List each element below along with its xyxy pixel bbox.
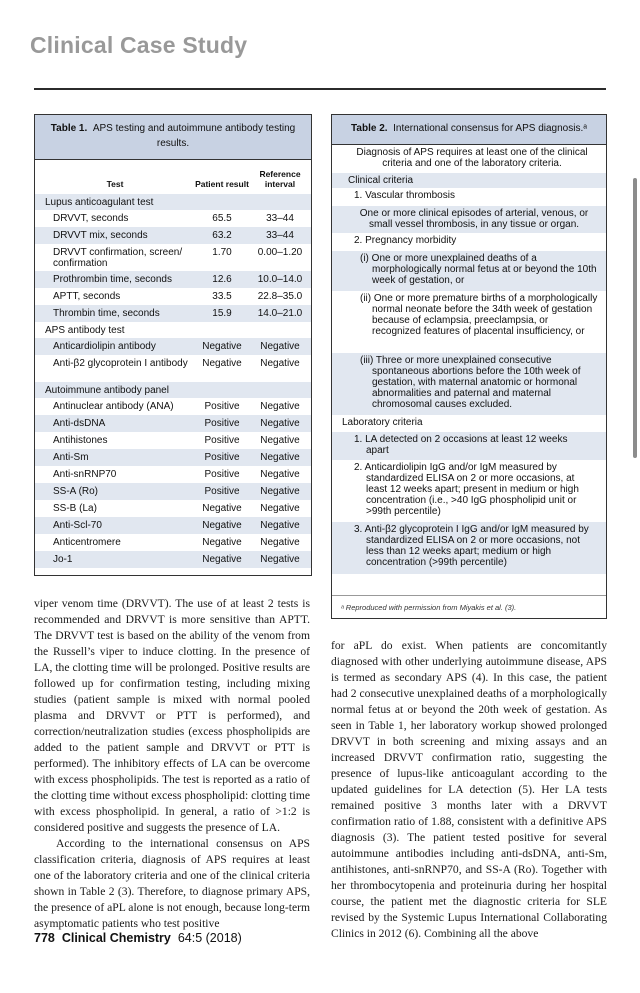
table-1-cell-result: Positive: [204, 452, 240, 463]
table-2-row: 3. Anti-β2 glycoprotein I IgG and/or IgM measured by standardized ELISA on 2 or more occasions, not less than 12 weeks apart; medium or high concentration (>99th percentile): [332, 522, 606, 574]
table-2-caption: [332, 115, 606, 145]
table-1-cell-result: Positive: [204, 486, 240, 497]
column-header-reference: Reference interval: [259, 169, 301, 189]
table-2-row: 2. Anticardiolipin IgG and/or IgM measured by standardized ELISA on 2 or more occasions, at least 12 weeks apart; present in medium or high concentration (i.e., >40 IgG phospholipid unit or >99th percentile): [354, 462, 579, 517]
body-column-left: [34, 596, 310, 932]
title-rule: [34, 88, 606, 90]
table-1-row: [35, 305, 311, 322]
table-1-row: [35, 244, 311, 271]
scrollbar[interactable]: [633, 178, 637, 458]
table-1-title: APS testing and autoimmune antibody testing results.: [92, 123, 296, 149]
table-1-cell-test: DRVVT, seconds: [53, 213, 129, 224]
table-2-row: 2. Pregnancy morbidity: [354, 235, 457, 246]
table-2-row: Clinical criteria: [332, 173, 606, 188]
table-1-cell-test: APTT, seconds: [53, 291, 121, 302]
table-1-cell-test: Thrombin time, seconds: [53, 308, 160, 319]
table-1-cell-reference: 22.8–35.0: [257, 291, 303, 302]
table-1-cell-test: Anticentromere: [53, 537, 121, 548]
table-1-cell-result: 33.5: [212, 291, 232, 302]
table-1-row: [35, 483, 311, 500]
table-1-cell-reference: Negative: [260, 418, 300, 429]
table-2-body: [332, 145, 606, 574]
table-1-row: [35, 210, 311, 227]
table-1-cell-test: Anticardiolipin antibody: [53, 341, 156, 352]
table-1-cell-test: Prothrombin time, seconds: [53, 274, 172, 285]
table-1-row: [35, 271, 311, 288]
table-1-cell-test: Lupus anticoagulant test: [45, 197, 154, 208]
table-1-cell-reference: 33–44: [266, 213, 294, 224]
table-1-cell-reference: Negative: [260, 520, 300, 531]
table-2-footnote: ᵃ Reproduced with permission from Miyakis et al. (3).: [341, 603, 517, 612]
table-2-row: (iii) Three or more unexplained consecutive spontaneous abortions before the 10th week of gestation, with maternal anatomic or hormonal abnormalities and paternal and maternal chromosomal causes excluded.: [332, 353, 606, 415]
table-1-cell-test: Anti-Scl-70: [53, 520, 102, 531]
table-1-cell-reference: 33–44: [266, 230, 294, 241]
table-1-cell-test: Antinuclear antibody (ANA): [53, 401, 174, 412]
table-1-row: [35, 398, 311, 415]
table-1-cell-result: 65.5: [212, 213, 232, 224]
table-2-row: (i) One or more unexplained deaths of a morphologically normal fetus at or beyond the 10th week of gestation, or: [332, 251, 606, 291]
table-1-cell-result: Negative: [202, 503, 242, 514]
table-1-cell-result: Negative: [202, 554, 242, 565]
table-1-row: [35, 432, 311, 449]
table-1-cell-reference: 14.0–21.0: [257, 308, 303, 319]
table-1-cell-result: Positive: [204, 401, 240, 412]
table-1-row: [35, 500, 311, 517]
table-2-row: Laboratory criteria: [342, 417, 423, 428]
table-2-title: International consensus for APS diagnosis.ᵃ: [393, 123, 587, 134]
table-1-cell-result: Negative: [202, 537, 242, 548]
table-2-footnote-rule: [332, 595, 606, 596]
table-1-body: [35, 194, 311, 568]
page-footer: [34, 931, 242, 945]
journal-citation: 64:5 (2018): [177, 931, 242, 945]
table-1-cell-result: Positive: [204, 418, 240, 429]
table-1-row: [35, 322, 311, 338]
table-1-row: [35, 355, 311, 382]
table-1-cell-reference: Negative: [260, 358, 300, 369]
body-column-right: [331, 638, 607, 942]
table-1-row: [35, 466, 311, 483]
table-1-cell-reference: Negative: [260, 401, 300, 412]
table-1-cell-test: Anti-snRNP70: [53, 469, 117, 480]
table-1-cell-test: Anti-β2 glycoprotein I antibody: [53, 358, 188, 369]
body-paragraph: for aPL do exist. When patients are concomitantly diagnosed with other underlying autoimmune disease, APS is termed as secondary APS (4). In this case, the patient had 2 consecutive unexplained deaths of a morphologically normal fetus at or beyond the 20th week of gestation. As seen in Table 1, her laboratory workup showed prolonged DRVVT in both screening and mixing assays and an increased DRVVT confirmation ratio, suggesting the presence of lupus-like anticoagulant according to the updated guidelines for LA detection (5). Her LA tests remained positive 3 months later with a DRVVT confirmation ratio of 1.88, consistent with a definitive APS diagnosis (3). The patient tested positive for several autoimmune antibodies including anti-dsDNA, anti-Sm, antihistones, anti-snRNP70, and SS-A (Ro). Together with her thrombocytopenia and proteinuria during her hospital course, the patient met the diagnostic criteria for SLE revised by the Systemic Lupus International Collaborating Clinics in 2012 (6). Combining all the above: [331, 639, 607, 940]
table-1: [34, 114, 312, 576]
table-1-cell-result: 15.9: [212, 308, 232, 319]
table-1-cell-test: APS antibody test: [45, 325, 125, 336]
table-1-cell-reference: Negative: [260, 435, 300, 446]
table-1-cell-result: Negative: [202, 358, 242, 369]
table-1-cell-test: Jo-1: [53, 554, 73, 565]
table-1-cell-result: Negative: [202, 520, 242, 531]
table-1-cell-reference: Negative: [260, 503, 300, 514]
table-1-cell-test: Antihistones: [53, 435, 108, 446]
table-1-cell-test: Anti-dsDNA: [53, 418, 106, 429]
table-1-cell-reference: Negative: [260, 537, 300, 548]
table-2-label: Table 2.: [351, 123, 388, 134]
table-1-row: [35, 382, 311, 398]
table-1-cell-reference: Negative: [260, 341, 300, 352]
table-1-cell-result: 12.6: [212, 274, 232, 285]
journal-name: Clinical Chemistry: [61, 931, 171, 945]
table-1-cell-reference: Negative: [260, 452, 300, 463]
table-1-row: [35, 227, 311, 244]
table-1-row: [35, 415, 311, 432]
page-number: 778: [34, 931, 55, 945]
table-2-row: (ii) One or more premature births of a morphologically normal neonate before the 34th week of gestation because of eclampsia, preeclampsia, or recognized features of placental insufficiency, or: [360, 293, 598, 337]
table-2-row: 1. Vascular thrombosis: [354, 190, 455, 201]
table-1-cell-test: SS-B (La): [53, 503, 97, 514]
body-paragraph: According to the international consensus on APS classification criteria, diagnosis of APS requires at least one of the laboratory criteria and one of the clinical criteria shown in Table 2 (3). Therefore, to diagnose primary APS, the presence of aPL alone is not enough, because long-term asymptomatic patients who test positive: [34, 837, 310, 930]
table-1-cell-test: Anti-Sm: [53, 452, 89, 463]
table-1-cell-result: 1.70: [212, 247, 232, 258]
table-1-row: [35, 551, 311, 568]
table-1-caption: [35, 115, 311, 160]
section-title: Clinical Case Study: [30, 32, 248, 58]
table-1-cell-result: Positive: [204, 435, 240, 446]
table-1-cell-reference: 10.0–14.0: [257, 274, 303, 285]
table-1-cell-reference: Negative: [260, 554, 300, 565]
table-1-row: [35, 194, 311, 210]
table-1-cell-reference: 0.00–1.20: [257, 247, 303, 258]
table-1-label: Table 1.: [50, 123, 88, 134]
table-2-row: Diagnosis of APS requires at least one of the clinical criteria and one of the laboratory criteria.: [356, 147, 588, 169]
table-2-row: One or more clinical episodes of arterial, venous, or small vessel thrombosis, in any tissue or organ.: [332, 206, 606, 233]
table-1-cell-test: Autoimmune antibody panel: [45, 385, 169, 396]
table-1-row: [35, 517, 311, 534]
body-paragraph: viper venom time (DRVVT). The use of at least 2 tests is recommended and DRVVT is more sensitive than APTT. The DRVVT test is based on the ability of the venom from the Russell’s viper to induce clotting. In the presence of LA, the clotting time will be prolonged. Positive results are followed up for confirmation testing, including mixing studies (patient sample is mixed with normal pooled plasma and DRVVT or PTT is performed), and correction/neutralization studies (excess phospholipids are added to the patient sample and DRVVT or PTT is performed). The inhibitory effects of LA can be overcome with excess phospholipids. The test is reported as a ratio of the clotting time without excess phospholipid: clotting time with excess phospholipid. In general, a ratio of >1:2 is considered positive and suggests the presence of LA.: [34, 597, 310, 834]
table-1-cell-test: SS-A (Ro): [53, 486, 99, 497]
table-1-cell-test: DRVVT mix, seconds: [53, 230, 148, 241]
table-1-header-row: [35, 160, 311, 194]
table-1-cell-reference: Negative: [260, 469, 300, 480]
table-1-row: [35, 288, 311, 305]
table-1-row: [35, 449, 311, 466]
column-header-test: Test: [106, 179, 124, 189]
table-1-cell-result: Negative: [202, 341, 242, 352]
table-1-cell-test: DRVVT confirmation, screen/ confirmation: [53, 247, 183, 269]
table-1-cell-reference: Negative: [260, 486, 300, 497]
table-1-row: [35, 534, 311, 551]
table-1-cell-result: Positive: [204, 469, 240, 480]
column-header-patient-result: Patient result: [195, 179, 249, 189]
table-2: [331, 114, 607, 619]
table-2-row: 1. LA detected on 2 occasions at least 12 weeks apart: [332, 432, 606, 460]
table-1-cell-result: 63.2: [212, 230, 232, 241]
table-1-row: [35, 338, 311, 355]
